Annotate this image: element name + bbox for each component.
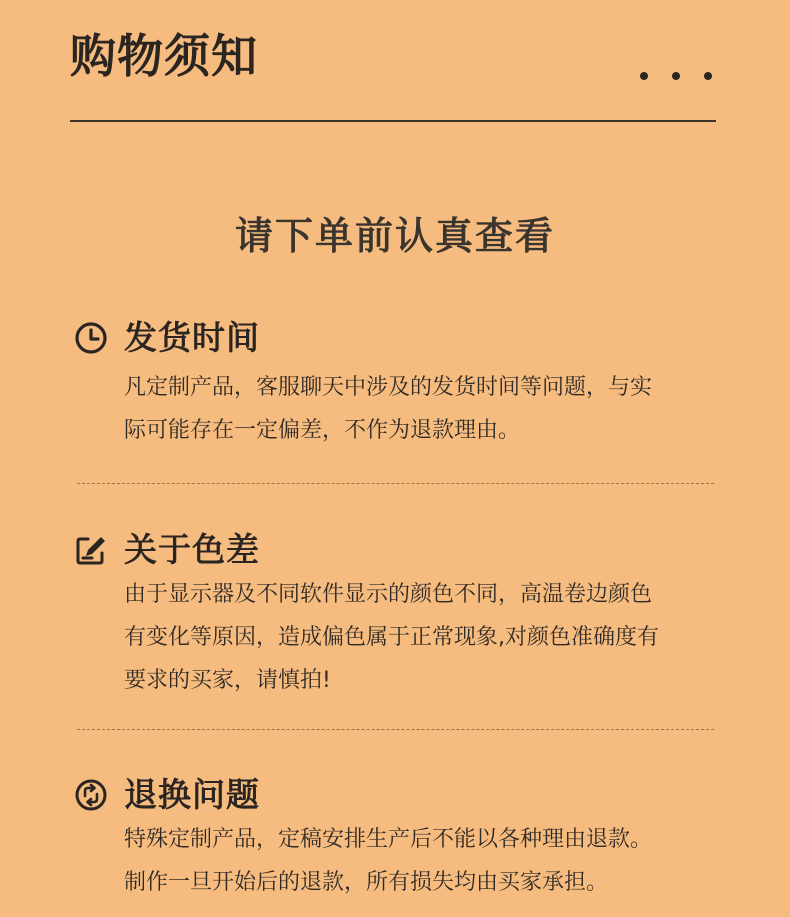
section-head <box>74 316 724 360</box>
section-title: 关于色差 <box>124 530 260 569</box>
body-line: 由于显示器及不同软件显示的颜色不同，高温卷边颜色 <box>124 582 653 607</box>
section-body <box>124 818 724 904</box>
refresh-icon <box>74 778 108 812</box>
subtitle: 请下单前认真查看 <box>234 214 555 258</box>
dot <box>672 72 680 80</box>
page-title: 购物须知 <box>70 29 258 83</box>
body-line: 有变化等原因，造成偏色属于正常现象,对颜色准确度有 <box>124 625 659 650</box>
section-return-exchange <box>74 773 724 904</box>
dot <box>704 72 712 80</box>
more-dots-icon[interactable] <box>640 72 712 80</box>
section-color-difference <box>74 528 724 702</box>
body-line: 特殊定制产品，定稿安排生产后不能以各种理由退款。 <box>124 827 653 852</box>
section-title: 发货时间 <box>124 318 260 357</box>
section-title: 退换问题 <box>124 775 260 814</box>
body-line: 际可能存在一定偏差，不作为退款理由。 <box>124 418 521 443</box>
edit-icon <box>74 533 108 567</box>
section-shipping-time <box>74 316 724 452</box>
section-head <box>74 773 724 817</box>
body-line: 要求的买家，请慎拍! <box>124 668 331 693</box>
header <box>70 28 716 122</box>
dot <box>640 72 648 80</box>
body-line: 制作一旦开始后的退款，所有损失均由买家承担。 <box>124 870 609 895</box>
body-line: 凡定制产品，客服聊天中涉及的发货时间等问题，与实 <box>124 375 653 400</box>
section-body <box>124 366 724 452</box>
section-head <box>74 528 724 572</box>
dashed-divider <box>77 729 714 730</box>
section-body <box>124 573 724 702</box>
dashed-divider <box>77 483 714 484</box>
clock-icon <box>74 321 108 355</box>
